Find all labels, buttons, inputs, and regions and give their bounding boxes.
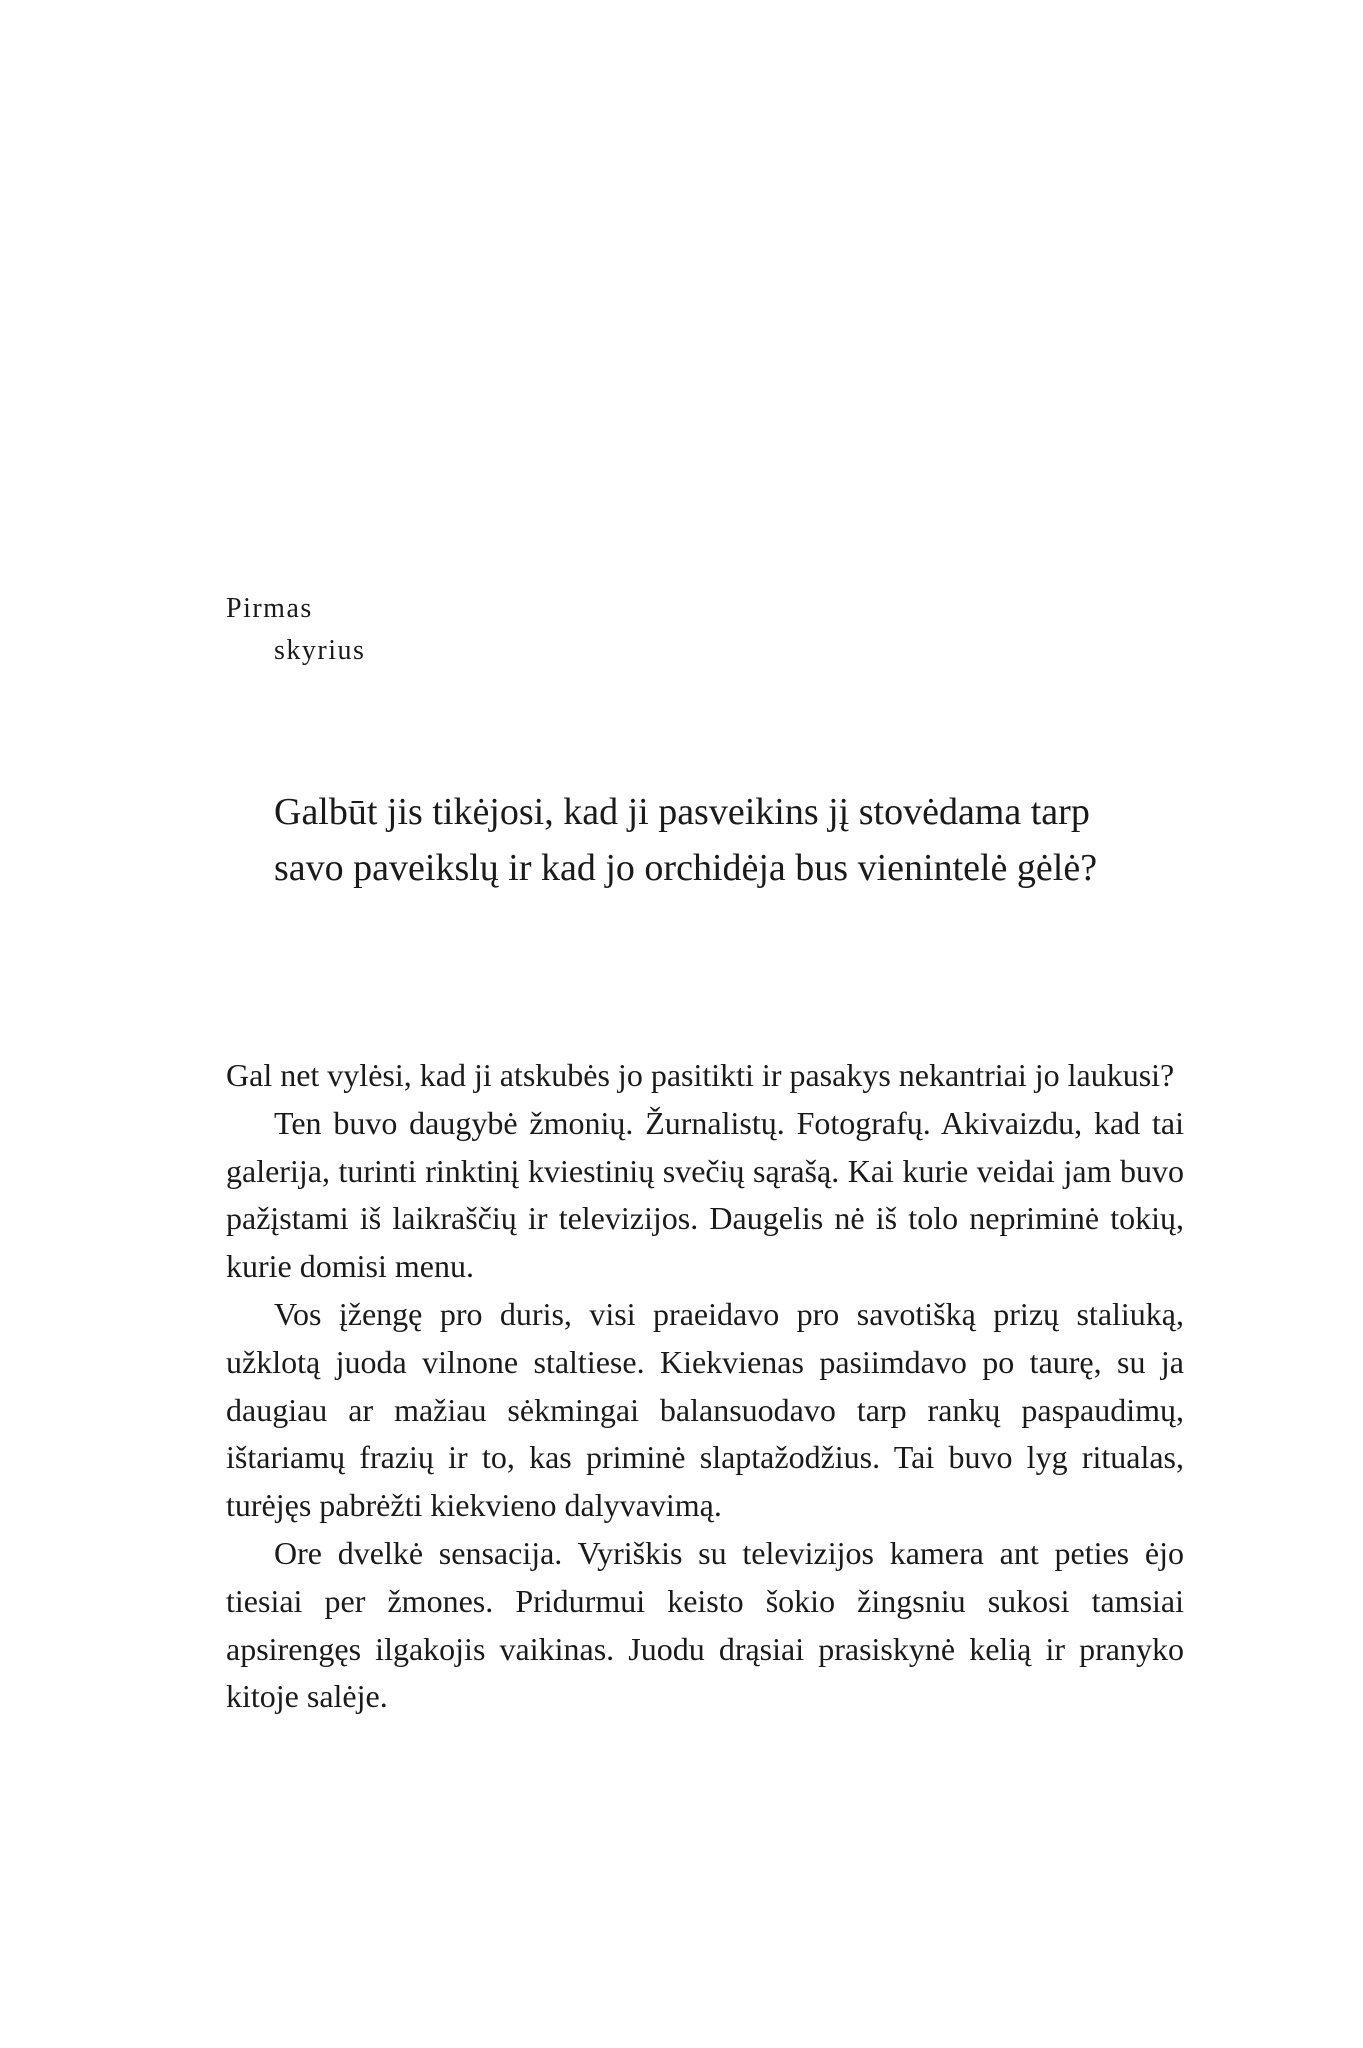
paragraph: Gal net vylėsi, kad ji atskubės jo pasitikti ir pasakys nekantriai jo laukusi? xyxy=(226,1057,1175,1093)
paragraph: Ore dvelkė sensacija. Vyriškis su televizijos kamera ant peties ėjo tiesiai per žmones. Pridurmui keisto šokio žingsniu sukosi tamsiai apsirengęs ilgakojis vaikinas. Juodu drąsiai prasiskynė kelią ir pranyko kitoje salėje. xyxy=(226,1534,1184,1715)
chapter-epigraph: Galbūt jis tikėjosi, kad ji pasveikins jį stovėdama tarp savo paveikslų ir kad jo orchidėja bus vienintelė gėlė? xyxy=(274,791,1098,889)
chapter-body xyxy=(226,1052,1184,1721)
chapter-heading-line1: Pirmas xyxy=(226,593,313,624)
chapter-heading-line2: skyrius xyxy=(274,635,366,666)
paragraph: Ten buvo daugybė žmonių. Žurnalistų. Fotografų. Akivaizdu, kad tai galerija, turinti rinktinį kviestinių svečių sąrašą. Kai kurie veidai jam buvo pažįstami iš laikraščių ir televizijos. Daugelis nė iš tolo nepriminė tokių, kurie domisi menu. xyxy=(226,1104,1184,1285)
chapter-heading xyxy=(226,588,365,672)
paragraph: Vos įžengę pro duris, visi praeidavo pro savotišką prizų staliuką, užklotą juoda vilnone staltiese. Kiekvienas pasiimdavo po taurę, su ja daugiau ar mažiau sėkmingai balansuodavo tarp rankų paspaudimų, ištariamų frazių ir to, kas priminė slaptažodžius. Tai buvo lyg ritualas, turėjęs pabrėžti kiekvieno dalyvavimą. xyxy=(226,1295,1184,1524)
